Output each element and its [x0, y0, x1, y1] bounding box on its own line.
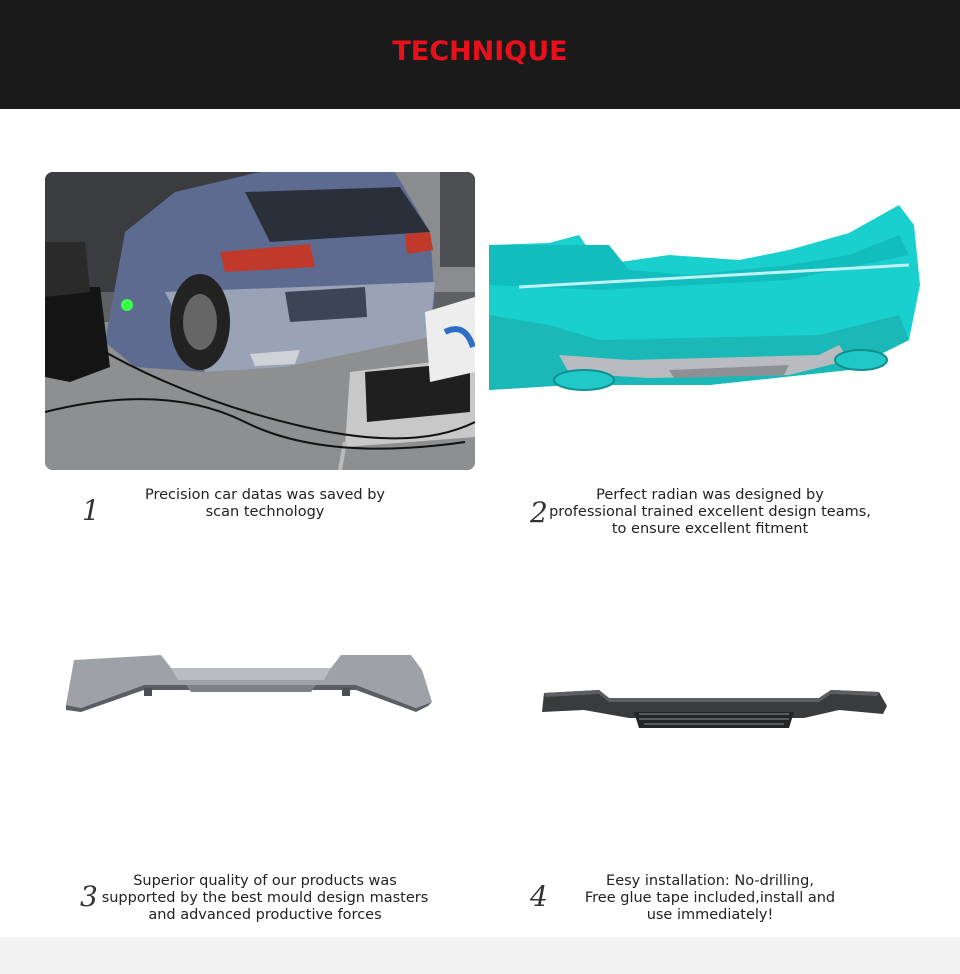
step-1-caption-line: scan technology: [205, 504, 325, 520]
step-4-caption-line: Free glue tape included,install and: [584, 890, 836, 906]
page-title: TECHNIQUE: [392, 36, 568, 67]
step-4-caption: [570, 873, 850, 924]
step-2-caption: [549, 487, 871, 538]
scanning-car-photo: [45, 172, 475, 470]
black-diffuser-photo: [539, 688, 887, 732]
step-2-caption-line: to ensure excellent fitment: [611, 521, 809, 537]
step-1-caption-line: Precision car datas was saved by: [144, 487, 385, 503]
3d-model-render: [489, 195, 920, 395]
step-1-caption: [125, 487, 405, 521]
step-3-caption-line: Superior quality of our products was: [133, 873, 397, 889]
grey-diffuser-photo: [66, 650, 432, 712]
step-4-caption-line: use immediately!: [646, 907, 774, 923]
footer-bar: [0, 937, 960, 974]
step-2-caption-line: professional trained excellent design teams,: [549, 504, 871, 520]
step-4-number: 4: [530, 880, 548, 913]
step-1-number: 1: [82, 494, 100, 527]
step-3-caption-line: supported by the best mould design masters: [101, 890, 429, 906]
step-2-number: 2: [530, 496, 548, 529]
step-4-caption-line: Eesy installation: No-drilling,: [606, 873, 814, 889]
step-3-caption: [100, 873, 430, 924]
page-header: [0, 0, 960, 109]
step-3-caption-line: and advanced productive forces: [148, 907, 382, 923]
step-2-caption-line: Perfect radian was designed by: [596, 487, 824, 503]
step-3-number: 3: [80, 880, 98, 913]
